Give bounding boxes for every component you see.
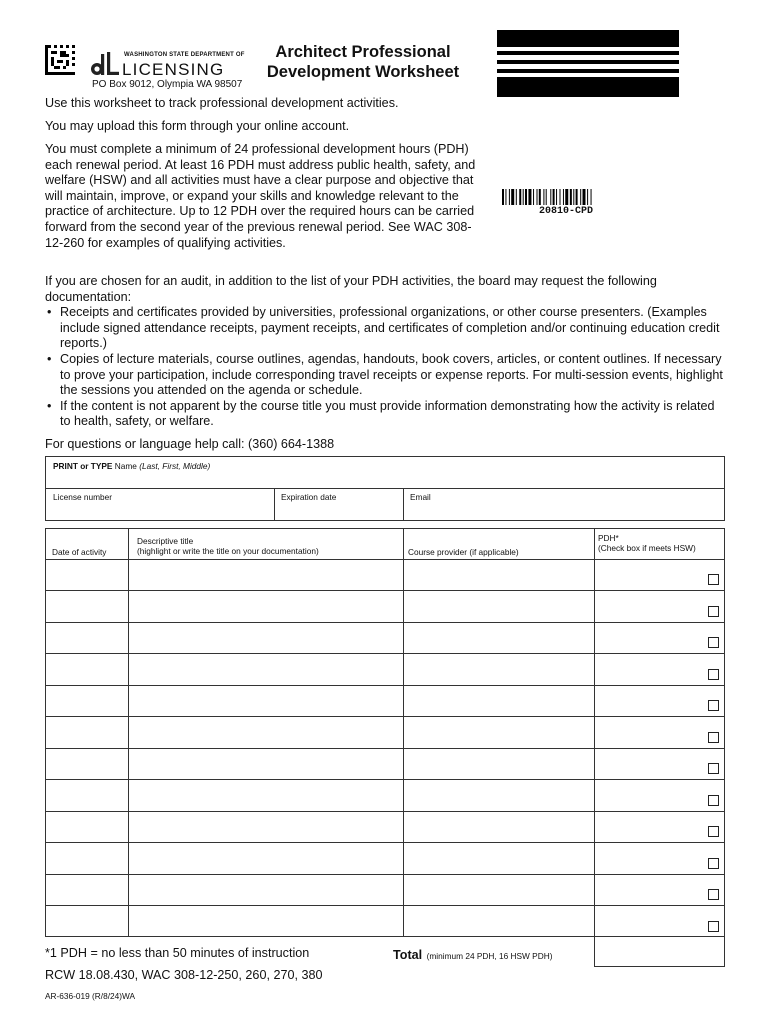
table-row[interactable]	[46, 749, 724, 780]
expiration-date-field[interactable]	[275, 489, 403, 521]
name-field[interactable]	[46, 457, 724, 489]
list-item: • Copies of lecture materials, course outlines, agendas, handouts, book covers, articles, or content outlines. If necessary to prove your participation, include corresponding travel receipts or expense reports. For multi-session events, highlight the sessions you attended on the agenda or schedule.	[45, 352, 725, 399]
hsw-checkbox[interactable]	[708, 921, 719, 932]
audit-section	[45, 274, 725, 430]
email-label: Email	[410, 492, 431, 502]
hsw-checkbox[interactable]	[708, 826, 719, 837]
license-number-label: License number	[53, 492, 113, 502]
hsw-checkbox[interactable]	[708, 606, 719, 617]
barcode-icon	[502, 189, 630, 205]
total-pdh-field[interactable]	[594, 936, 725, 967]
legal-references: RCW 18.08.430, WAC 308-12-250, 260, 270, 380	[45, 968, 323, 982]
activity-table	[45, 528, 725, 937]
table-row[interactable]	[46, 718, 724, 749]
table-row[interactable]	[46, 875, 724, 906]
list-item: • Receipts and certificates provided by universities, professional organizations, or other course presenters. (Examples include signed attendance receipts, payment receipts, and certificates of completion and/or continuing education credit reports.)	[45, 305, 725, 352]
table-row[interactable]	[46, 686, 724, 717]
audit-documentation-list	[45, 305, 725, 430]
hsw-checkbox[interactable]	[708, 732, 719, 743]
agency-address: PO Box 9012, Olympia WA 98507	[92, 79, 243, 90]
intro-paragraph-1: Use this worksheet to track professional development activities.	[45, 96, 399, 110]
barcode-number: 20810-CPD	[538, 206, 593, 217]
form-title	[253, 42, 473, 82]
table-row[interactable]	[46, 812, 724, 843]
table-row[interactable]	[46, 560, 724, 591]
table-row[interactable]	[46, 781, 724, 812]
intro-paragraph-2: You may upload this form through your online account.	[45, 119, 350, 133]
table-row[interactable]	[46, 592, 724, 623]
requirements-paragraph: You must complete a minimum of 24 professional development hours (PDH) each renewal period. At least 16 PDH must address public health, safety, and welfare (HSW) and all activities must have a clear purpose and objective that will maintain, improve, or expand your skills and knowledge relevant to the practice of architecture. Up to 12 PDH over the required hours can be carried forward from the second year of the previous renewal period. See WAC 308-12-260 for examples of qualifying activities.	[45, 142, 476, 250]
hsw-checkbox[interactable]	[708, 574, 719, 585]
license-number-field[interactable]	[46, 489, 274, 521]
contact-line: For questions or language help call: (360) 664-1388	[45, 437, 335, 451]
form-number: AR-636-019 (R/8/24)WA	[45, 991, 136, 1001]
hsw-checkbox[interactable]	[708, 889, 719, 900]
table-row[interactable]	[46, 623, 724, 654]
col-header-date: Date of activity	[52, 547, 107, 557]
hsw-checkbox[interactable]	[708, 858, 719, 869]
agency-name: LICENSING	[122, 60, 225, 79]
audit-intro: If you are chosen for an audit, in addition to the list of your PDH activities, the board may request the following documentation:	[45, 274, 657, 304]
hsw-checkbox[interactable]	[708, 669, 719, 680]
form-title-line1: Architect Professional	[275, 43, 451, 61]
list-item: • If the content is not apparent by the course title you must provide information demonstrating how the activity is related to health, safety, or welfare.	[45, 399, 725, 430]
scan-bars-graphic	[497, 30, 679, 97]
agency-department-text: WASHINGTON STATE DEPARTMENT OF	[124, 52, 245, 58]
total-label: Total (minimum 24 PDH, 16 HSW PDH)	[393, 948, 553, 962]
applicant-info-box	[45, 456, 725, 521]
table-header	[46, 529, 724, 560]
table-row[interactable]	[46, 844, 724, 875]
hsw-checkbox[interactable]	[708, 637, 719, 648]
qr-code-icon	[45, 45, 75, 75]
col-header-pdh: PDH* (Check box if meets HSW)	[598, 533, 696, 553]
table-row[interactable]	[46, 907, 724, 938]
hsw-checkbox[interactable]	[708, 763, 719, 774]
name-field-label: PRINT or TYPE Name (Last, First, Middle)	[53, 461, 211, 471]
table-row[interactable]	[46, 655, 724, 686]
form-title-line2: Development Worksheet	[266, 63, 460, 81]
col-header-provider: Course provider (if applicable)	[408, 547, 519, 557]
col-header-title: Descriptive title (highlight or write the title on your documentation)	[137, 536, 319, 556]
hsw-checkbox[interactable]	[708, 795, 719, 806]
pdh-definition: *1 PDH = no less than 50 minutes of instruction	[45, 946, 310, 960]
email-field[interactable]	[404, 489, 725, 521]
hsw-checkbox[interactable]	[708, 700, 719, 711]
dol-logo-icon	[90, 50, 122, 78]
expiration-date-label: Expiration date	[281, 492, 337, 502]
